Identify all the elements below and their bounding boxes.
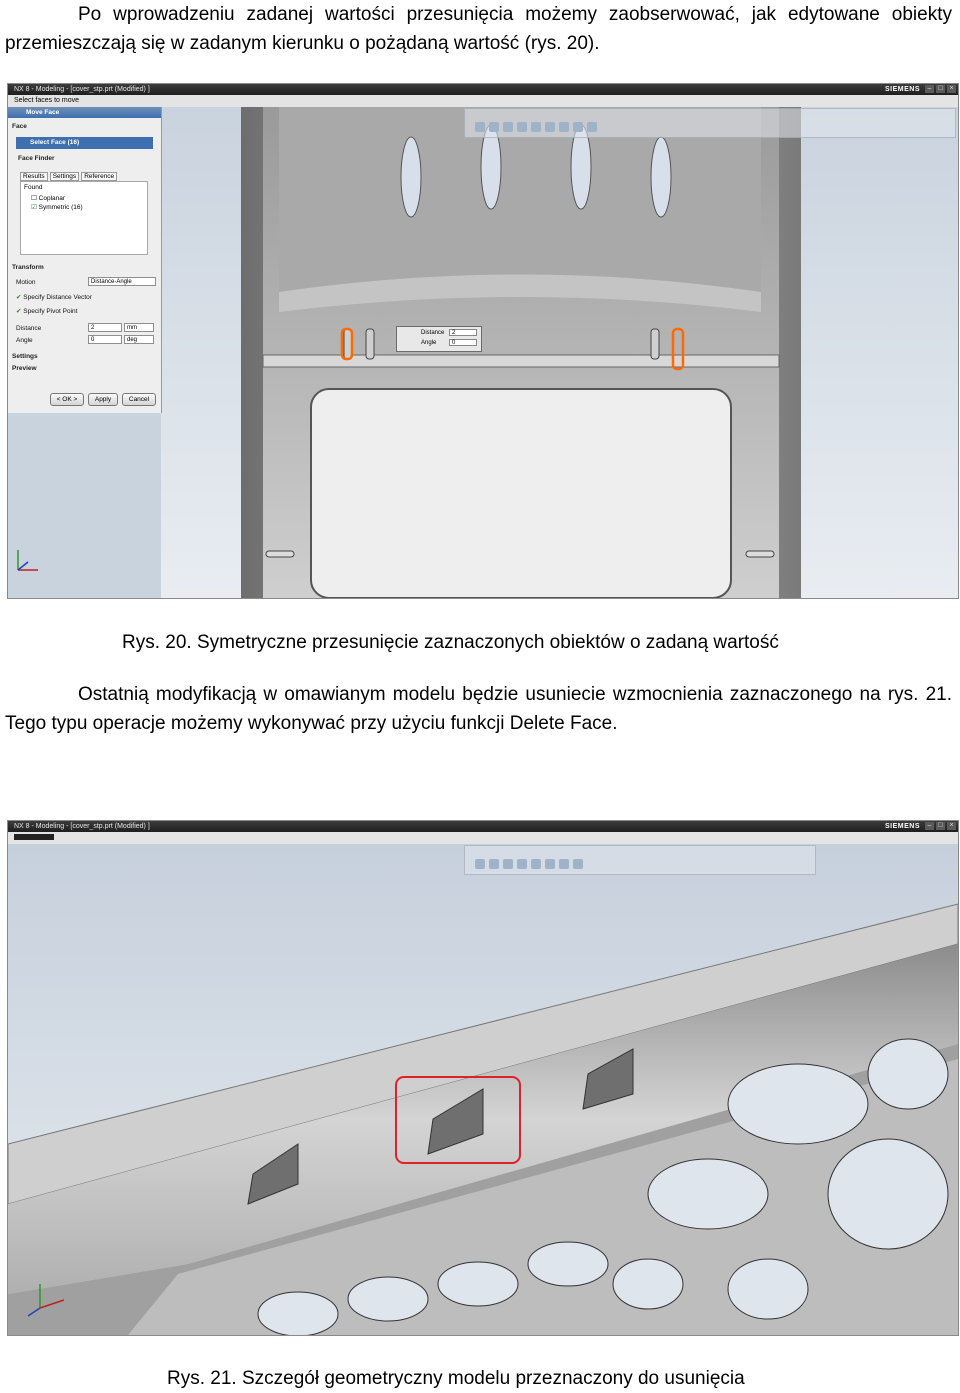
figure-21-screenshot (7, 820, 959, 1336)
window-controls (925, 85, 956, 93)
coordinate-triad-icon (12, 546, 42, 576)
angle-field[interactable] (88, 335, 122, 344)
move-face-dialog (8, 107, 162, 413)
figure-20-caption: Rys. 20. Symetryczne przesunięcie zaznaczonych obiektów o zadaną wartość (122, 632, 779, 653)
motion-label: Motion (16, 279, 36, 286)
specify-pivot-row[interactable]: ✔ Specify Pivot Point (16, 308, 78, 315)
found-item-coplanar[interactable]: ☐ Coplanar (31, 195, 66, 202)
onscreen-angle-field[interactable]: 0 (449, 339, 477, 346)
face-section-header[interactable]: Face (12, 123, 27, 130)
found-list (20, 181, 148, 255)
motion-select[interactable] (88, 277, 156, 286)
close-icon[interactable]: × (947, 822, 956, 830)
distance-label: Distance (16, 325, 42, 332)
toolbar-icon[interactable] (503, 859, 513, 869)
toolbar-icon[interactable] (545, 859, 555, 869)
motion-value: Distance-Angle (91, 279, 132, 285)
distance-value: 2 (91, 325, 95, 331)
ok-button[interactable]: < OK > (50, 393, 84, 406)
specify-pivot-label: Specify Pivot Point (23, 308, 78, 315)
toolbar-icon[interactable] (475, 859, 485, 869)
dialog-titlebar (8, 107, 161, 118)
toolbar-icon[interactable] (573, 122, 583, 132)
cover-opening (311, 389, 731, 598)
settings-section-header[interactable]: Settings (12, 353, 38, 360)
window-controls (925, 822, 956, 830)
transform-section-header[interactable]: Transform (12, 264, 44, 271)
angle-unit: deg (127, 337, 138, 343)
toolbar-icon[interactable] (545, 122, 555, 132)
tab-results[interactable]: Results (20, 172, 48, 181)
tab-reference[interactable]: Reference (81, 172, 117, 181)
toolbar-icon[interactable] (559, 122, 569, 132)
viewport-3d[interactable] (161, 107, 958, 598)
toolbar-icon[interactable] (573, 859, 583, 869)
onscreen-angle-label: Angle (421, 340, 437, 346)
preview-section-header[interactable]: Preview (12, 365, 37, 372)
selection-filter[interactable] (14, 834, 54, 840)
minimize-icon[interactable]: – (925, 822, 934, 830)
minimize-icon[interactable]: – (925, 85, 934, 93)
toolbar-icon[interactable] (489, 122, 499, 132)
figure-21-caption: Rys. 21. Szczegół geometryczny modelu przeznaczony do usunięcia (167, 1368, 745, 1389)
distance-unit: mm (127, 325, 137, 331)
window-title: NX 8 - Modeling - [cover_stp.prt (Modified) ] (14, 823, 150, 830)
window-titlebar (8, 821, 958, 832)
found-item-label: Symmetric (16) (38, 204, 83, 211)
vent-slot (651, 137, 671, 217)
face-finder-header[interactable]: Face Finder (18, 155, 55, 162)
selection-prompt: Select faces to move (14, 97, 79, 104)
toolbar-icon[interactable] (559, 859, 569, 869)
toolbar-icon[interactable] (489, 859, 499, 869)
body-paragraph (5, 680, 952, 738)
maximize-icon[interactable]: □ (936, 85, 945, 93)
tab-settings[interactable]: Settings (50, 172, 80, 181)
window-title: NX 8 - Modeling - [cover_stp.prt (Modified) ] (14, 86, 150, 93)
toolbar-icon[interactable] (587, 122, 597, 132)
distance-unit-select[interactable] (124, 323, 154, 332)
toolbar-icon[interactable] (531, 122, 541, 132)
select-face-label: Select Face (16) (30, 139, 80, 146)
distance-field[interactable] (88, 323, 122, 332)
ribbon-toolbar (464, 845, 816, 875)
angle-unit-select[interactable] (124, 335, 154, 344)
maximize-icon[interactable]: □ (936, 822, 945, 830)
brand-logo: SIEMENS (884, 823, 920, 830)
onscreen-distance-label: Distance (421, 330, 445, 336)
onscreen-input-box (396, 326, 482, 352)
intro-paragraph (5, 0, 952, 58)
body-paragraph-text: Ostatnią modyfikacją w omawianym modelu będzie usuniecie wzmocnienia zaznaczonego na rys. 21. Tego typu operacje możemy wykonywać przy użyciu funkcji Delete Face. (5, 684, 952, 734)
onscreen-distance-field[interactable]: 2 (449, 329, 477, 336)
intro-paragraph-text: Po wprowadzeniu zadanej wartości przesunięcia możemy zaobserwować, jak edytowane obiekty przemieszczają się w zadanym kierunku o pożądaną wartość (rys. 20). (5, 4, 952, 54)
face-finder-tabs (20, 172, 117, 181)
angle-value: 0 (91, 337, 95, 343)
found-label: Found (24, 184, 43, 191)
toolbar-icon[interactable] (503, 122, 513, 132)
close-icon[interactable]: × (947, 85, 956, 93)
cancel-button[interactable]: Cancel (122, 393, 156, 406)
toolbar-icon[interactable] (475, 122, 485, 132)
specify-vector-label: Specify Distance Vector (23, 294, 92, 301)
found-item-label: Coplanar (38, 195, 66, 202)
vent-slot (401, 137, 421, 217)
brand-logo: SIEMENS (884, 86, 920, 93)
toolbar-icon[interactable] (517, 859, 527, 869)
ribbon-toolbar (464, 108, 956, 138)
toolbar-icon[interactable] (517, 122, 527, 132)
window-titlebar (8, 84, 958, 95)
dialog-title: Move Face (26, 109, 60, 116)
specify-vector-row[interactable]: ✔ Specify Distance Vector (16, 294, 92, 301)
apply-button[interactable]: Apply (88, 393, 118, 406)
select-face-button[interactable] (16, 137, 153, 149)
angle-label: Angle (16, 337, 33, 344)
toolbar-icon[interactable] (531, 859, 541, 869)
figure-20-screenshot (7, 83, 959, 599)
found-item-symmetric[interactable]: ☑ Symmetric (16) (31, 204, 83, 211)
viewport-3d[interactable] (8, 844, 958, 1335)
